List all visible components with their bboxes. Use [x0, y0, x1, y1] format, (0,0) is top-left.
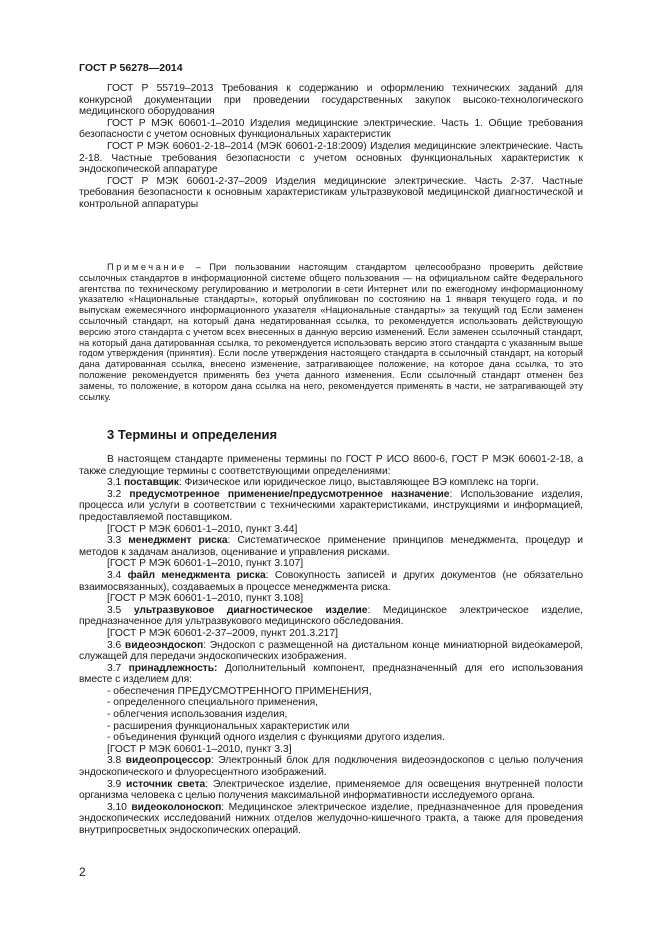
term-name: источник света — [126, 778, 206, 790]
section-title: 3 Термины и определения — [107, 427, 278, 442]
page-number: 2 — [79, 865, 86, 879]
term-number: 3.1 — [107, 477, 124, 489]
term-3-2 — [79, 489, 583, 524]
normative-references — [79, 83, 583, 211]
term-number: 3.3 — [107, 535, 129, 547]
term-definition: : Совокупность записей и других документов (не обязательно взаимосвязанных), создаваемых в процессе менеджмента риска. — [79, 569, 583, 593]
term-definition: : Эндоскоп с размещенной на дистальном конце миниатюрной видеокамерой, служащей для передачи эндоскопических изображения. — [79, 639, 583, 663]
note-block — [79, 262, 583, 402]
term-number: 3.7 — [107, 662, 129, 674]
term-definition: Дополнительный компонент, предназначенный для его использования вместе с изделием для: — [79, 662, 583, 686]
reference-item: ГОСТ Р МЭК 60601-2-37–2009 Изделия медицинские электрические. Часть 2-37. Частные требования безопасности к основным характеристикам ультразвуковой медицинской диагностической и контрольной аппаратуры — [79, 175, 583, 210]
term-name: принадлежность: — [128, 662, 218, 674]
term-number: 3.10 — [107, 801, 132, 813]
term-source: [ГОСТ Р МЭК 60601-1–2010, пункт 3.44] — [107, 523, 298, 535]
term-source: [ГОСТ Р МЭК 60601-1–2010, пункт 3.108] — [107, 593, 304, 605]
term-name: ультразвуковое диагностическое изделие — [133, 604, 368, 616]
term-name: поставщик — [123, 477, 179, 489]
list-item: - объединения функций одного изделия с функциями другого изделия. — [107, 732, 445, 744]
term-definition: : Использование изделия, процесса или услуги в соответствии с техническими характеристиками, инструкциями и информацией, предоставляемой поставщиком. — [79, 488, 583, 523]
term-name: видеоколоноскоп — [131, 801, 222, 813]
list-item: - расширения функциональных характеристик или — [107, 720, 350, 732]
term-name: видеопроцессор — [125, 755, 211, 767]
reference-item: ГОСТ Р МЭК 60601-2-18–2014 (МЭК 60601-2-18:2009) Изделия медицинские электрические. Часть 2-18. Частные требования безопасности с учетом основных функциональных характеристик к эндоскопической аппаратуре — [79, 140, 583, 176]
note-paragraph — [79, 262, 583, 402]
term-number: 3.5 — [107, 604, 134, 616]
term-name: менеджмент риска — [128, 535, 228, 547]
term-number: 3.9 — [107, 778, 127, 790]
term-number: 3.6 — [107, 639, 125, 651]
term-source: [ГОСТ Р МЭК 60601-2-37–2009, пункт 201.3.217] — [107, 627, 338, 639]
term-definition: : Физическое или юридическое лицо, выставляющее ВЭ комплекс на торги. — [178, 477, 539, 489]
term-definition: : Электрическое изделие, применяемое для освещения внутренней полости организма человека с целью получения максимальной информативности исследуемого органа. — [79, 778, 583, 802]
list-item: - определенного специального применения, — [107, 697, 319, 709]
reference-item: ГОСТ Р 55719–2013 Требования к содержанию и оформлению технических заданий для конкурсной документации при проведении государственных закупок высоко-технологического медицинского оборудования — [79, 83, 583, 118]
term-name: файл менеджмента риска — [127, 569, 266, 581]
standard-header: ГОСТ Р 56278—2014 — [79, 62, 183, 74]
term-3-4 — [79, 570, 583, 593]
term-3-5 — [79, 605, 583, 628]
term-number: 3.4 — [107, 569, 128, 581]
list-item: - обеспечения ПРЕДУСМОТРЕННОГО ПРИМЕНЕНИЯ, — [107, 685, 372, 697]
term-3-6 — [79, 640, 583, 663]
term-source: [ГОСТ Р МЭК 60601-1–2010, пункт 3.3] — [107, 743, 292, 755]
term-3-8 — [79, 755, 583, 778]
terms-list — [79, 454, 583, 837]
term-3-10 — [79, 802, 583, 837]
reference-item: ГОСТ Р МЭК 60601-1–2010 Изделия медицинские электрические. Часть 1. Общие требования безопасности с учетом основных функциональных характеристик — [79, 117, 583, 141]
note-label: Примечание — [107, 262, 187, 272]
list-item: - облегчения использования изделия, — [107, 709, 288, 721]
section-intro: В настоящем стандарте применены термины по ГОСТ Р ИСО 8600-6, ГОСТ Р МЭК 60601-2-18, а также следующие термины с соответствующими определениями: — [79, 454, 583, 477]
term-3-1 — [79, 477, 583, 489]
term-name: предусмотренное применение/предусмотренное назначение — [129, 488, 450, 500]
term-3-9 — [79, 779, 583, 802]
term-definition: : Медицинское электрическое изделие, предназначенное для ультразвукового медицинского обследования. — [79, 604, 583, 628]
term-3-3 — [79, 535, 583, 558]
term-definition: : Медицинское электрическое изделие, предназначенное для проведения эндоскопических исследований нижних отделов желудочно-кишечного тракта, а также для проведения внутрипросветных эндоскопических операций. — [79, 801, 583, 836]
term-3-7 — [79, 663, 583, 686]
term-name: видеоэндоскоп — [124, 639, 204, 651]
term-definition: : Систематическое применение принципов менеджмента, процедур и методов к задачам анализов, оценивание и управления рисками. — [79, 535, 583, 558]
note-text: – При пользовании настоящим стандартом целесообразно проверить действие ссылочных стандартов в информационной системе общего пользования — на официальном сайте Федерального агентства по техническому регулированию и метрологии в сети Интернет или по ежегодному информационному указателю «Национальные стандарты», который опубликован по состоянию на 1 января текущего года, и по выпускам ежемесячного информационного указателя «Национальные стандарты» за текущий год Если заменен ссылочный стандарт, на который дана недатированная ссылка, то рекомендуется использовать действующую версию этого стандарта с учетом всех внесенных в данную версию изменений. Если заменен ссылочный стандарт, на который дана датированная ссылка, то рекомендуется использовать версию этого стандарта с указанным выше годом утверждения (принятия). Если после утверждения настоящего стандарта в ссылочный стандарт, на который дана датированная ссылка, внесено изменение, затрагивающее положение, на которое дана ссылка, то это положение рекомендуется применять без учета данного изменения. Если ссылочный стандарт отменен без замены, то положение, в котором дана ссылка на него, рекомендуется применять в части, не затрагивающей эту ссылку. — [79, 262, 583, 402]
term-number: 3.8 — [107, 755, 126, 767]
term-number: 3.2 — [107, 488, 130, 500]
term-source: [ГОСТ Р МЭК 60601-1–2010, пункт 3.107] — [107, 558, 304, 570]
term-definition: : Электронный блок для подключения видеоэндоскопов с целью получения эндоскопического и флуоресцентного изображений. — [79, 755, 583, 779]
